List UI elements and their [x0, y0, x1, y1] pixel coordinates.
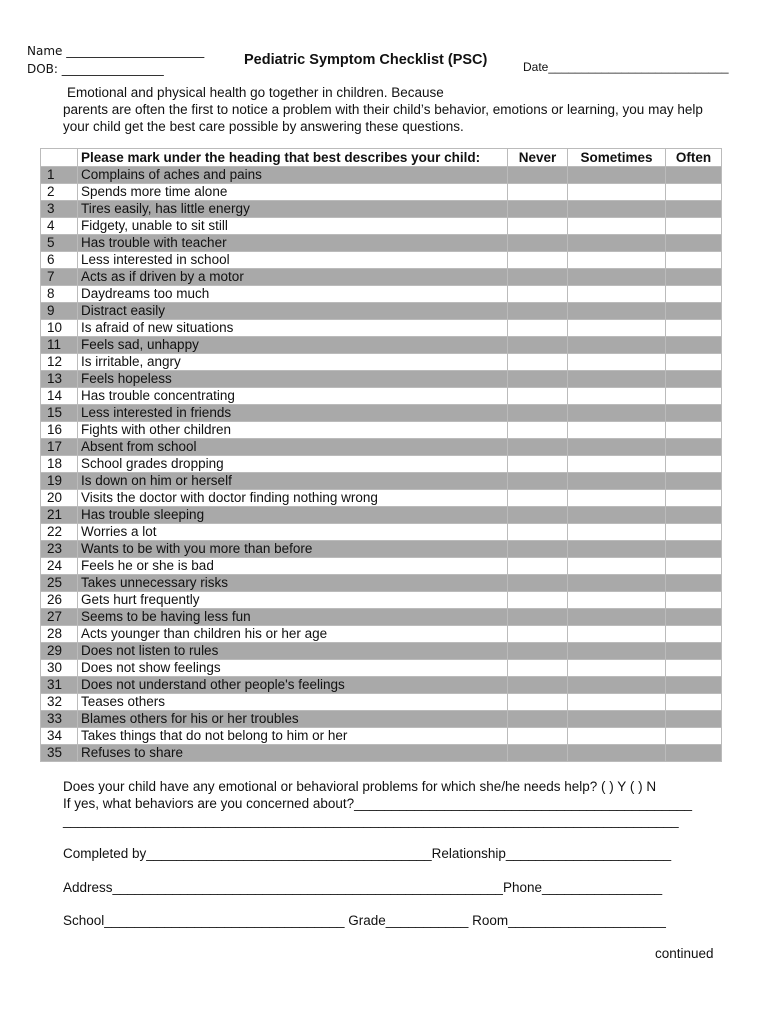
answer-cell-never[interactable] [508, 337, 568, 354]
answer-cell-never[interactable] [508, 507, 568, 524]
header-often: Often [666, 149, 722, 167]
table-row [41, 201, 722, 218]
answer-cell-often[interactable] [666, 728, 722, 745]
answer-cell-sometimes[interactable] [568, 337, 666, 354]
item-description: Less interested in school [78, 252, 508, 269]
item-description: Feels he or she is bad [78, 558, 508, 575]
item-number: 13 [41, 371, 78, 388]
completed-by-field[interactable]: Completed by______________________________________Relationship______________________ [63, 846, 672, 861]
answer-cell-never[interactable] [508, 728, 568, 745]
intro-paragraph [63, 84, 743, 135]
answer-cell-never[interactable] [508, 473, 568, 490]
table-row [41, 337, 722, 354]
answer-cell-sometimes[interactable] [568, 286, 666, 303]
table-row [41, 371, 722, 388]
answer-cell-sometimes[interactable] [568, 711, 666, 728]
answer-cell-often[interactable] [666, 218, 722, 235]
table-row [41, 388, 722, 405]
item-number: 34 [41, 728, 78, 745]
item-description: Absent from school [78, 439, 508, 456]
item-description: Has trouble with teacher [78, 235, 508, 252]
item-number: 22 [41, 524, 78, 541]
item-number: 30 [41, 660, 78, 677]
answer-cell-often[interactable] [666, 286, 722, 303]
school-field[interactable]: School________________________________ Grade___________ Room_____________________ [63, 913, 666, 928]
answer-cell-often[interactable] [666, 711, 722, 728]
answer-cell-often[interactable] [666, 269, 722, 286]
table-row [41, 473, 722, 490]
answer-cell-often[interactable] [666, 694, 722, 711]
item-number: 29 [41, 643, 78, 660]
answer-cell-sometimes[interactable] [568, 643, 666, 660]
answer-cell-often[interactable] [666, 507, 722, 524]
table-row [41, 660, 722, 677]
item-description: Takes things that do not belong to him or her [78, 728, 508, 745]
table-row [41, 218, 722, 235]
answer-cell-never[interactable] [508, 456, 568, 473]
symptom-checklist-table [40, 148, 722, 762]
answer-cell-often[interactable] [666, 235, 722, 252]
table-row [41, 677, 722, 694]
item-description: Blames others for his or her troubles [78, 711, 508, 728]
item-description: Has trouble concentrating [78, 388, 508, 405]
item-number: 25 [41, 575, 78, 592]
answer-cell-sometimes[interactable] [568, 354, 666, 371]
item-number: 19 [41, 473, 78, 490]
table-row [41, 524, 722, 541]
answer-cell-often[interactable] [666, 388, 722, 405]
answer-cell-often[interactable] [666, 490, 722, 507]
answer-cell-often[interactable] [666, 252, 722, 269]
table-row [41, 354, 722, 371]
item-number: 2 [41, 184, 78, 201]
answer-cell-never[interactable] [508, 235, 568, 252]
table-row [41, 558, 722, 575]
answer-cell-often[interactable] [666, 405, 722, 422]
answer-cell-never[interactable] [508, 439, 568, 456]
item-description: School grades dropping [78, 456, 508, 473]
answer-cell-never[interactable] [508, 286, 568, 303]
answer-cell-never[interactable] [508, 167, 568, 184]
item-number: 14 [41, 388, 78, 405]
item-number: 21 [41, 507, 78, 524]
answer-cell-never[interactable] [508, 575, 568, 592]
answer-cell-often[interactable] [666, 354, 722, 371]
header-number [41, 149, 78, 167]
item-description: Does not show feelings [78, 660, 508, 677]
answer-cell-sometimes[interactable] [568, 235, 666, 252]
table-row [41, 167, 722, 184]
table-row [41, 745, 722, 762]
answer-cell-never[interactable] [508, 201, 568, 218]
answer-cell-sometimes[interactable] [568, 473, 666, 490]
item-description: Is irritable, angry [78, 354, 508, 371]
answer-cell-sometimes[interactable] [568, 575, 666, 592]
table-row [41, 405, 722, 422]
item-number: 6 [41, 252, 78, 269]
answer-cell-sometimes[interactable] [568, 201, 666, 218]
answer-cell-sometimes[interactable] [568, 405, 666, 422]
name-field[interactable]: Name _______________________ [27, 44, 205, 58]
table-row [41, 541, 722, 558]
answer-cell-often[interactable] [666, 660, 722, 677]
item-number: 18 [41, 456, 78, 473]
address-field[interactable]: Address____________________________________________________Phone________________ [63, 880, 663, 895]
item-number: 23 [41, 541, 78, 558]
table-row [41, 439, 722, 456]
table-row [41, 507, 722, 524]
answer-cell-sometimes[interactable] [568, 320, 666, 337]
item-description: Fights with other children [78, 422, 508, 439]
item-number: 27 [41, 609, 78, 626]
item-description: Is afraid of new situations [78, 320, 508, 337]
item-number: 35 [41, 745, 78, 762]
table-row [41, 252, 722, 269]
item-number: 15 [41, 405, 78, 422]
answer-cell-often[interactable] [666, 575, 722, 592]
item-description: Less interested in friends [78, 405, 508, 422]
answer-cell-never[interactable] [508, 218, 568, 235]
answer-cell-sometimes[interactable] [568, 609, 666, 626]
table-row [41, 728, 722, 745]
item-description: Has trouble sleeping [78, 507, 508, 524]
table-row [41, 609, 722, 626]
answer-cell-never[interactable] [508, 371, 568, 388]
answer-cell-often[interactable] [666, 337, 722, 354]
item-number: 26 [41, 592, 78, 609]
item-number: 4 [41, 218, 78, 235]
answer-cell-sometimes[interactable] [568, 626, 666, 643]
item-description: Gets hurt frequently [78, 592, 508, 609]
intro-line-3: your child get the best care possible by answering these questions. [63, 119, 464, 134]
header-sometimes: Sometimes [568, 149, 666, 167]
table-row [41, 711, 722, 728]
item-description: Fidgety, unable to sit still [78, 218, 508, 235]
item-description: Daydreams too much [78, 286, 508, 303]
answer-cell-often[interactable] [666, 524, 722, 541]
item-number: 33 [41, 711, 78, 728]
answer-cell-often[interactable] [666, 626, 722, 643]
item-number: 31 [41, 677, 78, 694]
answer-cell-never[interactable] [508, 490, 568, 507]
dob-field[interactable]: DOB: _________________ [27, 62, 164, 76]
answer-cell-often[interactable] [666, 745, 722, 762]
table-row [41, 235, 722, 252]
header-never: Never [508, 149, 568, 167]
answer-cell-sometimes[interactable] [568, 558, 666, 575]
answer-cell-sometimes[interactable] [568, 439, 666, 456]
item-description: Wants to be with you more than before [78, 541, 508, 558]
item-number: 12 [41, 354, 78, 371]
item-number: 10 [41, 320, 78, 337]
answer-cell-sometimes[interactable] [568, 507, 666, 524]
answer-cell-often[interactable] [666, 473, 722, 490]
table-row [41, 422, 722, 439]
item-description: Teases others [78, 694, 508, 711]
answer-cell-never[interactable] [508, 711, 568, 728]
item-number: 3 [41, 201, 78, 218]
answer-cell-sometimes[interactable] [568, 728, 666, 745]
answer-cell-sometimes[interactable] [568, 218, 666, 235]
answer-cell-never[interactable] [508, 660, 568, 677]
concern-line[interactable]: __________________________________________________________________________________ [63, 813, 679, 828]
item-description: Complains of aches and pains [78, 167, 508, 184]
answer-cell-sometimes[interactable] [568, 677, 666, 694]
answer-cell-never[interactable] [508, 745, 568, 762]
answer-cell-sometimes[interactable] [568, 184, 666, 201]
item-number: 1 [41, 167, 78, 184]
answer-cell-never[interactable] [508, 354, 568, 371]
answer-cell-never[interactable] [508, 303, 568, 320]
table-row [41, 303, 722, 320]
answer-cell-sometimes[interactable] [568, 422, 666, 439]
answer-cell-sometimes[interactable] [568, 252, 666, 269]
answer-cell-sometimes[interactable] [568, 524, 666, 541]
item-number: 17 [41, 439, 78, 456]
table-header-row [41, 149, 722, 167]
answer-cell-never[interactable] [508, 643, 568, 660]
answer-cell-sometimes[interactable] [568, 660, 666, 677]
item-description: Refuses to share [78, 745, 508, 762]
answer-cell-often[interactable] [666, 677, 722, 694]
item-description: Acts younger than children his or her age [78, 626, 508, 643]
item-description: Visits the doctor with doctor finding nothing wrong [78, 490, 508, 507]
answer-cell-often[interactable] [666, 558, 722, 575]
item-description: Tires easily, has little energy [78, 201, 508, 218]
answer-cell-never[interactable] [508, 524, 568, 541]
intro-line-1: Emotional and physical health go together in children. Because [67, 85, 444, 100]
answer-cell-never[interactable] [508, 609, 568, 626]
answer-cell-sometimes[interactable] [568, 167, 666, 184]
item-description: Feels hopeless [78, 371, 508, 388]
answer-cell-never[interactable] [508, 184, 568, 201]
continued-note: continued [655, 946, 714, 961]
answer-cell-often[interactable] [666, 184, 722, 201]
table-row [41, 626, 722, 643]
help-question: Does your child have any emotional or behavioral problems for which she/he needs help? ( ) Y ( ) N [63, 779, 657, 794]
table-row [41, 269, 722, 286]
table-body [41, 167, 722, 762]
answer-cell-never[interactable] [508, 558, 568, 575]
item-description: Does not listen to rules [78, 643, 508, 660]
answer-cell-often[interactable] [666, 609, 722, 626]
table-row [41, 456, 722, 473]
table-row [41, 286, 722, 303]
item-description: Worries a lot [78, 524, 508, 541]
answer-cell-never[interactable] [508, 422, 568, 439]
item-description: Does not understand other people's feelings [78, 677, 508, 694]
answer-cell-never[interactable] [508, 320, 568, 337]
table-row [41, 184, 722, 201]
item-description: Distract easily [78, 303, 508, 320]
answer-cell-sometimes[interactable] [568, 541, 666, 558]
answer-cell-never[interactable] [508, 677, 568, 694]
answer-cell-never[interactable] [508, 694, 568, 711]
date-field[interactable]: Date___________________________ [523, 60, 729, 74]
answer-cell-often[interactable] [666, 439, 722, 456]
item-number: 32 [41, 694, 78, 711]
intro-line-2: parents are often the first to notice a problem with their child’s behavior, emotions or learning, you may help [63, 102, 703, 117]
answer-cell-often[interactable] [666, 592, 722, 609]
answer-cell-never[interactable] [508, 269, 568, 286]
header-instruction: Please mark under the heading that best describes your child: [78, 149, 508, 167]
item-description: Spends more time alone [78, 184, 508, 201]
concern-field[interactable]: If yes, what behaviors are you concerned about?_____________________________________________ [63, 796, 693, 811]
page-title: Pediatric Symptom Checklist (PSC) [244, 52, 488, 68]
item-number: 9 [41, 303, 78, 320]
table-row [41, 320, 722, 337]
answer-cell-often[interactable] [666, 303, 722, 320]
item-number: 28 [41, 626, 78, 643]
table-row [41, 592, 722, 609]
answer-cell-often[interactable] [666, 643, 722, 660]
item-number: 8 [41, 286, 78, 303]
answer-cell-often[interactable] [666, 201, 722, 218]
answer-cell-sometimes[interactable] [568, 456, 666, 473]
item-number: 5 [41, 235, 78, 252]
table-row [41, 575, 722, 592]
item-number: 24 [41, 558, 78, 575]
item-number: 7 [41, 269, 78, 286]
item-number: 16 [41, 422, 78, 439]
answer-cell-sometimes[interactable] [568, 303, 666, 320]
answer-cell-never[interactable] [508, 405, 568, 422]
item-description: Seems to be having less fun [78, 609, 508, 626]
answer-cell-often[interactable] [666, 456, 722, 473]
answer-cell-often[interactable] [666, 167, 722, 184]
item-description: Is down on him or herself [78, 473, 508, 490]
answer-cell-sometimes[interactable] [568, 592, 666, 609]
answer-cell-sometimes[interactable] [568, 388, 666, 405]
answer-cell-sometimes[interactable] [568, 269, 666, 286]
item-number: 11 [41, 337, 78, 354]
answer-cell-never[interactable] [508, 626, 568, 643]
item-description: Acts as if driven by a motor [78, 269, 508, 286]
answer-cell-never[interactable] [508, 252, 568, 269]
item-description: Takes unnecessary risks [78, 575, 508, 592]
answer-cell-never[interactable] [508, 388, 568, 405]
answer-cell-often[interactable] [666, 320, 722, 337]
table-row [41, 694, 722, 711]
answer-cell-sometimes[interactable] [568, 371, 666, 388]
answer-cell-never[interactable] [508, 541, 568, 558]
answer-cell-sometimes[interactable] [568, 745, 666, 762]
answer-cell-never[interactable] [508, 592, 568, 609]
answer-cell-sometimes[interactable] [568, 490, 666, 507]
item-number: 20 [41, 490, 78, 507]
item-description: Feels sad, unhappy [78, 337, 508, 354]
answer-cell-often[interactable] [666, 371, 722, 388]
answer-cell-often[interactable] [666, 541, 722, 558]
table-row [41, 490, 722, 507]
answer-cell-often[interactable] [666, 422, 722, 439]
answer-cell-sometimes[interactable] [568, 694, 666, 711]
table-row [41, 643, 722, 660]
